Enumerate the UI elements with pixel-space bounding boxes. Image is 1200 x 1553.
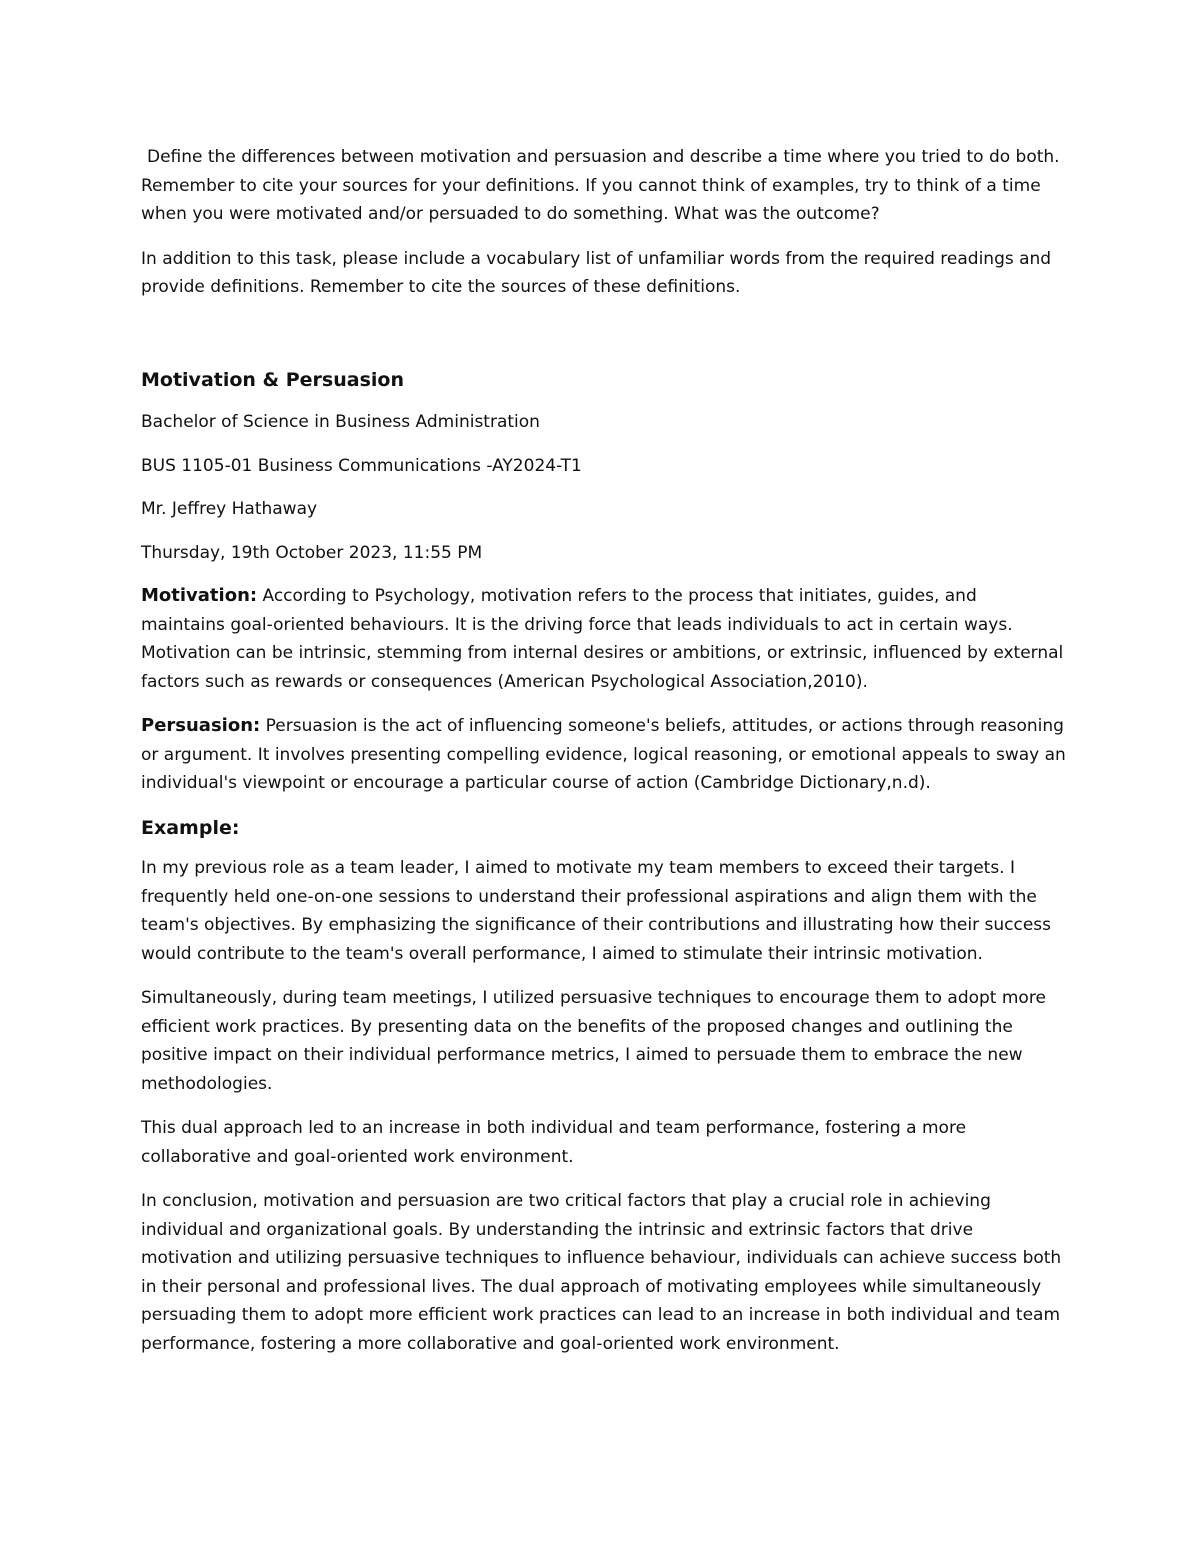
- persuasion-definition: [141, 712, 1066, 798]
- document-title: Motivation & Persuasion: [141, 368, 404, 391]
- example-paragraph: In my previous role as a team leader, I aimed to motivate my team members to exceed their targets. I frequently held one-on-one sessions to understand their professional aspirations and align them with the team's objectives. By emphasizing the significance of their contributions and illustrating how their success would contribute to the team's overall performance, I aimed to stimulate their intrinsic motivation.: [141, 858, 1051, 964]
- instructor-line: Mr. Jeffrey Hathaway: [141, 499, 318, 519]
- persuasion-term: Persuasion:: [141, 715, 261, 736]
- date-line: Thursday, 19th October 2023, 11:55 PM: [141, 542, 483, 563]
- motivation-definition: [141, 582, 1066, 696]
- prompt-paragraph: Define the differences between motivation and persuasion and describe a time where you tried to do both. Remember to cite your sources for your definitions. If you cannot think of examples, try to think of a time when you were motivated and/or persuaded to do something. What was the outcome?: [141, 147, 1060, 224]
- motivation-definition-text: According to Psychology, motivation refers to the process that initiates, guides, and maintains goal-oriented behaviours. It is the driving force that leads individuals to act in certain ways. Motivation can be intrinsic, stemming from internal desires or ambitions, or extrinsic, influenced by external factors such as rewards or consequences (American Psychological Association,2010).: [141, 586, 1064, 692]
- example-heading: Example:: [141, 816, 240, 839]
- persuasion-definition-text: Persuasion is the act of influencing someone's beliefs, attitudes, or actions through reasoning or argument. It involves presenting compelling evidence, logical reasoning, or emotional appeals to sway an individual's viewpoint or encourage a particular course of action (Cambridge Dictionary,n.d).: [141, 716, 1066, 793]
- prompt-paragraph: In addition to this task, please include a vocabulary list of unfamiliar words from the required readings and provide definitions. Remember to cite the sources of these definitions.: [141, 248, 1052, 297]
- document-page: [141, 143, 1066, 1374]
- program-line: Bachelor of Science in Business Administration: [141, 412, 540, 432]
- spacer: [141, 318, 1066, 366]
- example-paragraph: This dual approach led to an increase in both individual and team performance, fostering a more collaborative and goal-oriented work environment.: [141, 1118, 967, 1167]
- example-paragraph: Simultaneously, during team meetings, I utilized persuasive techniques to encourage them to adopt more efficient work practices. By presenting data on the benefits of the proposed changes and outlining the positive impact on their individual performance metrics, I aimed to persuade them to embrace the new methodologies.: [141, 988, 1046, 1094]
- motivation-term: Motivation:: [141, 585, 258, 606]
- conclusion-paragraph: In conclusion, motivation and persuasion are two critical factors that play a crucial role in achieving individual and organizational goals. By understanding the intrinsic and extrinsic factors that drive motivation and utilizing persuasive techniques to influence behaviour, individuals can achieve success both in their personal and professional lives. The dual approach of motivating employees while simultaneously persuading them to adopt more efficient work practices can lead to an increase in both individual and team performance, fostering a more collaborative and goal-oriented work environment.: [141, 1191, 1062, 1354]
- course-line: BUS 1105-01 Business Communications -AY2024-T1: [141, 455, 582, 476]
